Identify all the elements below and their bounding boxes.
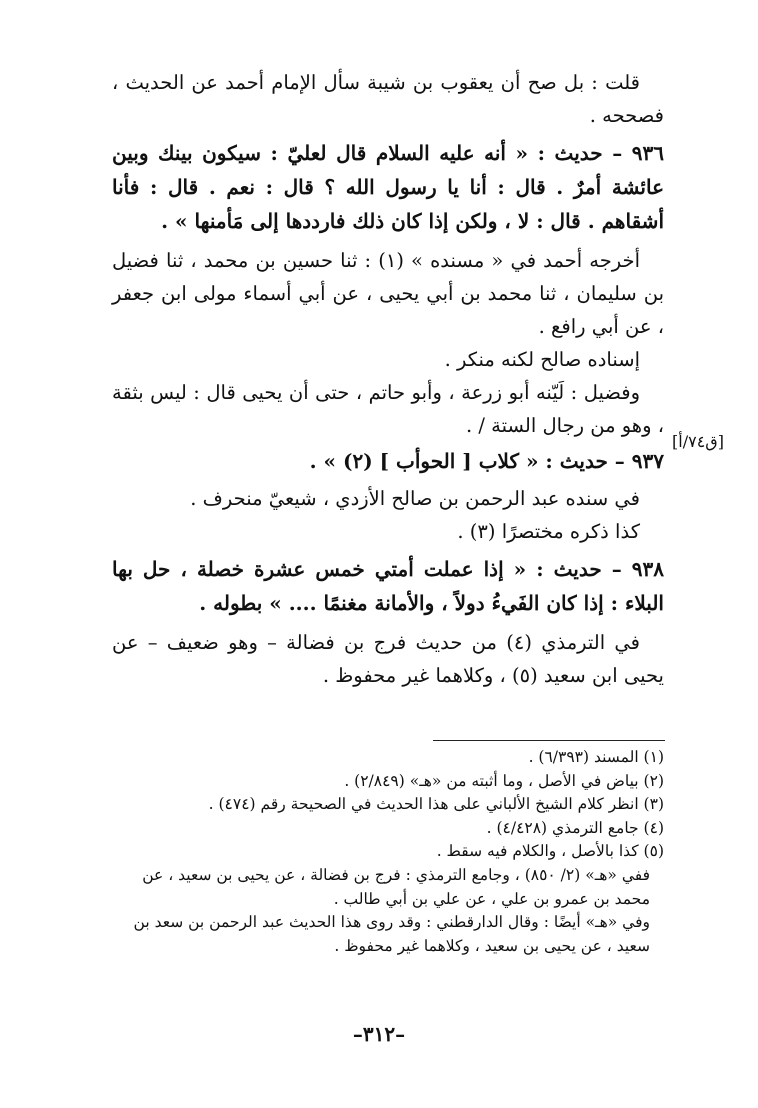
footnote-continuation: ففي «هـ» (٢/ ٨٥٠) ، وجامع الترمذي : فرج بن فضالة ، عن يحيى بن سعيد ، عن محمد بن عمرو بن علي ، عن علي بن أبي طالب . <box>142 865 650 908</box>
main-text <box>112 66 664 692</box>
paragraph: في سنده عبد الرحمن بن صالح الأزدي ، شيعيّ منحرف . <box>190 487 640 510</box>
paragraph: أخرجه أحمد في « مسنده » (١) : ثنا حسين بن محمد ، ثنا فضيل بن سليمان ، ثنا محمد بن أبي يحيى ، عن أبي أسماء مولى ابن جعفر ، عن أبي رافع . <box>112 249 664 338</box>
footnote: (٣) انظر كلام الشيخ الألباني على هذا الحديث في الصحيحة رقم (٤٧٤) . <box>208 795 664 814</box>
manuscript-folio-note: [ق٧٤/أ] <box>672 432 724 451</box>
footnotes <box>112 746 664 958</box>
paragraph: وفضيل : لَيّنه أبو زرعة ، وأبو حاتم ، حتى أن يحيى قال : ليس بثقة ، وهو من رجال الستة / . <box>112 381 664 437</box>
footnote: (٥) كذا بالأصل ، والكلام فيه سقط . <box>436 842 664 861</box>
footnote-separator <box>433 740 665 741</box>
footnote: (٢) بياض في الأصل ، وما أثبته من «هـ» (٢/٨٤٩) . <box>344 771 664 790</box>
paragraph: إسناده صالح لكنه منكر . <box>444 348 640 371</box>
footnote-continuation: وفي «هـ» أيضًا : وقال الدارقطني : وقد روى هذا الحديث عبد الرحمن بن سعد بن سعيد ، عن يحيى بن سعيد ، وكلاهما غير محفوظ . <box>133 913 650 955</box>
footnote: (١) المسند (٦/٣٩٣) . <box>528 748 664 766</box>
paragraph: كذا ذكره مختصرًا (٣) . <box>457 520 640 543</box>
paragraph: في الترمذي (٤) من حديث فرج بن فضالة – وهو ضعيف – عن يحيى ابن سعيد (٥) ، وكلاهما غير محفوظ . <box>112 631 664 687</box>
hadith-heading: ٩٣٨ – حديث : « إذا عملت أمتي خمس عشرة خصلة ، حل بها البلاء : إذا كان الفَيءُ دولاً ، والأمانة مغنمًا .... » بطوله . <box>112 557 664 615</box>
paragraph: قلت : بل صح أن يعقوب بن شيبة سأل الإمام أحمد عن الحديث ، فصححه . <box>112 71 664 127</box>
page-number: –٣١٢– <box>352 1022 406 1046</box>
footnote: (٤) جامع الترمذي (٤/٤٢٨) . <box>486 818 664 837</box>
hadith-heading: ٩٣٦ – حديث : « أنه عليه السلام قال لعليّ : سيكون بينك وبين عائشة أمرٌ . قال : أنا يا رسول الله ؟ قال : نعم . قال : فأنا أشقاهم . قال : لا ، ولكن إذا كان ذلك فارددها إلى مَأمنها » . <box>112 141 664 233</box>
hadith-heading: ٩٣٧ – حديث : « كلاب [ الحوأب ] (٢) » . <box>309 449 664 473</box>
